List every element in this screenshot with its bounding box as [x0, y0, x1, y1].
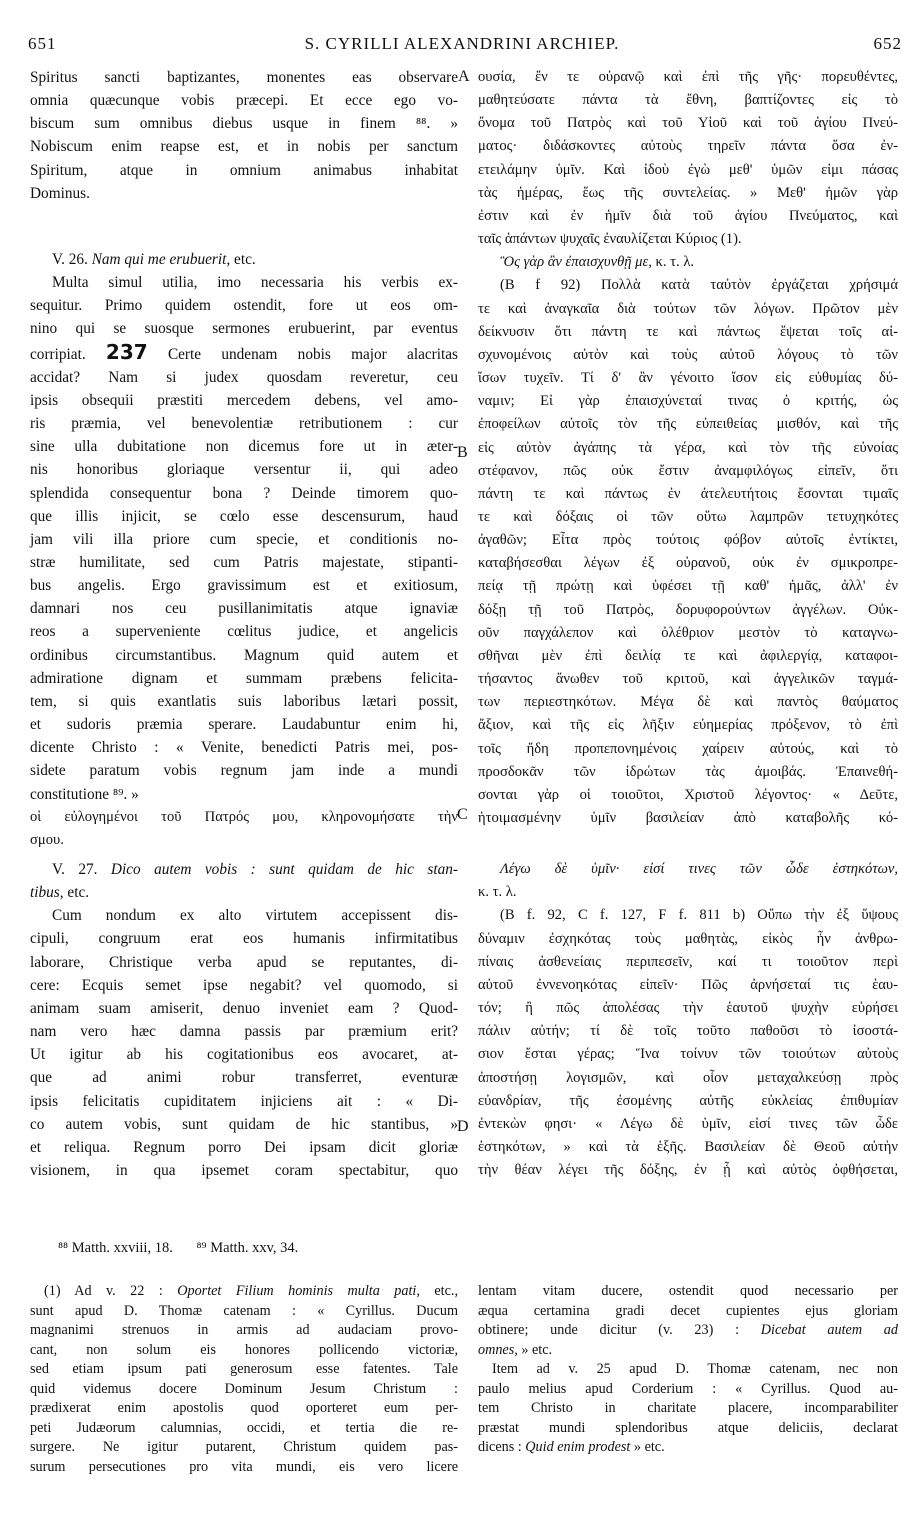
text-line: τὰς ἡμέρας, ἕως τῆς συντελείας. » Μεθ' ἡμῶν γὰρ: [478, 184, 898, 201]
text-line: ματος· διδάσκοντες αὐτοὺς τηρεῖν πάντα ὅσα ἐν-: [478, 138, 898, 155]
text-line: constitutione ⁸⁹. »: [30, 785, 139, 803]
text-line: biscum sum omnibus diebus usque in finem ⁸⁸. »: [30, 115, 458, 133]
text-line-greek: οἱ εὐλογημένοι τοῦ Πατρός μου, κληρονομήσατε τὴν: [30, 808, 458, 825]
note-line: (1) Ad v. 22 : Oportet Filium hominis multa pati, etc.,: [44, 1283, 458, 1299]
note-line: paulo melius apud Corderium : « Cyrillus. Quod au-: [478, 1380, 898, 1397]
running-title: S. CYRILLI ALEXANDRINI ARCHIEP.: [304, 34, 620, 53]
text-line: μαθητεύσατε πάντα τὰ ἔθνη, βαπτίζοντες εἰς τὸ: [478, 92, 898, 109]
margin-letter-b: B: [457, 444, 468, 461]
text-line: accidat? Nam si judex quosdam reveretur, ceu: [30, 368, 458, 386]
text-line: ἄξιον, καὶ τῆς εἰς λῆξιν εὐημερίας πρόξενον, τὸ ἐπὶ: [478, 717, 898, 734]
text-line: Ut igitur ab his cogitationibus eos avocaret, at-: [30, 1046, 458, 1064]
text-line: ναμιν; Εἰ γὰρ ἐπαισχύνεταί τινας ὁ κριτής, ὡς: [478, 393, 898, 410]
margin-letter-d: D: [457, 1118, 469, 1135]
text-line: τοῖς ἤδη προπεπονημένοις χαίρειν αὐτούς, καὶ τὸ: [478, 740, 898, 757]
verse-heading-26: V. 26. Nam qui me erubuerit, etc.: [52, 250, 256, 268]
text-line: corripiat. 237 Certe undenam nobis major alacritas: [30, 339, 458, 364]
editor-note-left: [30, 1282, 458, 1477]
note-line: dicens : Quid enim prodest » etc.: [478, 1439, 665, 1455]
text-line-greek: σμου.: [30, 831, 64, 848]
page-number-right: 652: [873, 34, 902, 53]
text-line: que illis injicit, se cœlo esse descensurum, haud: [30, 507, 458, 525]
text-line: ταῖς ἁπάντων ψυχαῖς ἐναυλίζεται Κύριος (1).: [478, 231, 742, 248]
text-line: omnia quæcunque vobis præcepi. Et ecce ego vo-: [30, 92, 458, 110]
text-line: πάλιν αὐτήν; τί δὲ τοῖς τοῦτο παθοῦσι τὸ ἰσοστά-: [478, 1023, 898, 1040]
text-line: δόξῃ τῇ τοῦ Πατρὸς, δορυφορούντων ἀγγέλων. Οὐκ-: [478, 601, 898, 618]
margin-letter-c: C: [457, 806, 468, 823]
text-line: jam vili illa priore cum specie, et conditionis no-: [30, 530, 458, 548]
text-line: τήσαντος ἄνωθεν τοῦ κριτοῦ, καὶ ἀγγελικῶν ταγμά-: [478, 671, 898, 688]
note-line: sunt apud D. Thomæ catenam : « Cyrillus. Ducum: [30, 1302, 458, 1319]
text-line: ipsis felicitatis cupiditatem injiciens ait : « Di-: [30, 1092, 458, 1110]
text-line: Spiritum, atque in omnium animabus inhabitat: [30, 161, 458, 179]
note-line: præstat mundi splendoribus atque deliciis, declarat: [478, 1419, 898, 1436]
text-line: ἑστηκότων, » καὶ τὰ ἑξῆς. Βασιλείαν δὲ Θεοῦ αὐτὴν: [478, 1139, 898, 1156]
text-line: τε καὶ δόξαις οἱ τῶν οὕτω λαμπρῶν τετυχηκότες: [478, 508, 898, 525]
text-line: σιον ἔσται γέρας; Ἵνα τοίνυν τῶν τοιούτων αὐτοὺς: [478, 1046, 898, 1063]
page-number-left: 651: [28, 34, 57, 53]
verse-heading-27-greek: Λέγω δὲ ὑμῖν· εἰσί τινες τῶν ὧδε ἑστηκότων,: [500, 861, 898, 878]
text-line: reos a superveniente cœlitus judice, et angelicis: [30, 623, 458, 641]
text-line: πείᾳ τῇ πρώτῃ καὶ ὑφέσει τῇ καθ' ἡμᾶς, ἀλλ' ἐν: [478, 578, 898, 595]
verse-heading-27: V. 27. Dico autem vobis : sunt quidam de hic stan-: [52, 861, 458, 878]
text-line: ἀποστήσῃ λογισμῶν, καὶ οἷον μεταχαλκεύσῃ πρὸς: [478, 1069, 898, 1086]
text-line: προσδοκᾶν τῶν ἱδρώτων τὰς ἀμοιβάς. Ἐπαινεθή-: [478, 763, 898, 780]
text-line: cipuli, congruum erat eos humanis infirmitatibus: [30, 930, 458, 948]
text-line: Nobiscum enim reapse est, et in nobis per sanctum: [30, 138, 458, 156]
text-line: αὐτοῦ ἐννενοηκότας εἰπεῖν· Πῶς ἀρνήσεταί τις ἑαυ-: [478, 976, 898, 993]
text-line: (B f 92) Πολλὰ κατὰ ταὐτὸν ἐργάζεται χρήσιμά: [500, 277, 898, 294]
note-line: surgere. Ne igitur putarent, Christum quidem pas-: [30, 1439, 458, 1455]
text-line: (B f. 92, C f. 127, F f. 811 b) Οὔπω τὴν ἐξ ὕψους: [500, 907, 898, 924]
text-line: et sudoris præmia sperare. Laudabuntur enim hi,: [30, 716, 458, 734]
text-line: ουσία, ἔν τε οὐρανῷ καὶ ἐπὶ τῆς γῆς· πορευθέντες,: [478, 69, 898, 85]
text-line: animam suam amiserit, denuo inveniet eam ? Quod-: [30, 999, 458, 1017]
text-line: ordinibus circumstantibus. Magnum quid autem et: [30, 646, 458, 664]
text-line: σθῆναι μὲν ἐπὶ δειλίᾳ τε καὶ ἀφιλεργίᾳ, καταφοι-: [478, 647, 898, 664]
note-line: æqua certamina gradi decet cupientes ejus gloriam: [478, 1302, 898, 1319]
text-line: co autem vobis, sunt quidam de hic stantibus, »: [30, 1115, 458, 1133]
text-line: ὄνομα τοῦ Πατρὸς καὶ τοῦ Υἱοῦ καὶ τοῦ ἁγίου Πνεύ-: [478, 115, 898, 132]
text-line: splendida consequentur bona ? Deinde timorem quo-: [30, 484, 458, 502]
note-line: peti Judæorum calumnias, occidi, et tertia die re-: [30, 1419, 458, 1436]
note-line: magnanimi strenuos in armis ad audaciam provo-: [30, 1322, 458, 1338]
text-line: στέφανον, πῶς οὐκ ἔστιν ἀναμφιλόγως εἰπεῖν, ὅτι: [478, 462, 898, 479]
text-line: et reliqua. Regnum porro Dei ipsam dicit gloriæ: [30, 1138, 458, 1156]
note-line: Item ad v. 25 apud D. Thomæ catenam, nec non: [492, 1361, 898, 1377]
column-number-237: 237: [105, 339, 148, 364]
note-line: obtinere; unde dicitur (v. 23) : Dicebat autem ad: [478, 1322, 898, 1338]
note-line: tem Christo in charitate placere, incomparabiliter: [478, 1400, 898, 1416]
text-line: Dominus.: [30, 184, 90, 202]
text-line: ἴσων τυχεῖν. Τί δ' ἂν γένοιτο ἴσον εἰς εὐθυμίας δύ-: [478, 370, 898, 387]
verse-heading-27-cont: tibus, etc.: [30, 884, 90, 902]
text-line: ipsis obsequii præstiti mercedem debens, vel amo-: [30, 391, 458, 409]
text-line: dicente Christo : « Venite, benedicti Patris mei, pos-: [30, 739, 458, 757]
text-line: nam vero hæc damna passis par præmium erit?: [30, 1023, 458, 1041]
note-line: cant, non solum eis honores pollicendo victoriæ,: [30, 1341, 458, 1358]
text-line: nino qui se suosque sermones erubuerint, par eventus: [30, 320, 458, 338]
text-line: εἰς αὐτὸν ἀγάπης τὰ γέρα, καὶ τὸν τῆς εὐνοίας: [478, 439, 898, 456]
verse-heading-26-greek: Ὃς γὰρ ἂν ἐπαισχυνθῇ με, κ. τ. λ.: [500, 254, 695, 271]
note-line: quid videmus docere Dominum Jesum Christum :: [30, 1380, 458, 1397]
note-line: surum persecutiones pro vita mundi, eis vero licere: [30, 1458, 458, 1475]
text-line: εὐανδρίαν, τῆς ἐσομένης αὐτῆς εὐκλείας ἐπιθυμίαν: [478, 1092, 898, 1109]
text-line: tem, si quis exantlatis suis laboribus lætari possit,: [30, 692, 458, 710]
editor-note-right: [478, 1282, 898, 1458]
text-line: Multa simul utilia, imo necessaria his verbis ex-: [52, 274, 458, 292]
text-line: τε καὶ ἀναγκαῖα διὰ τούτων τῶν λόγων. Πρῶτον μὲν: [478, 300, 898, 317]
text-line: sine ulla dubitatione non dicemus fore ut in æter-: [30, 438, 458, 456]
text-line: πίναις ἀσθενείαις περιπεσεῖν, καί τι τοιοῦτον περὶ: [478, 953, 898, 970]
text-line: σχυνομένοις αὐτὸν καὶ τοὺς αὐτοῦ λόγους τὸ τῶν: [478, 346, 898, 363]
text-line: τόν; ἢ πῶς ἀπολέσας τὴν ἑαυτοῦ ψυχὴν εὑρήσει: [478, 1000, 898, 1017]
text-line: δείκνυσιν ὅτι πάντη τε καὶ πάντως ἕψεται τοῖς αἰ-: [478, 323, 898, 340]
text-line: sequitur. Primo quidem ostendit, fore ut eos om-: [30, 297, 458, 315]
note-line: lentam vitam ducere, ostendit quod necessario per: [478, 1283, 898, 1299]
text-line: bus angelis. Ergo gravissimum est et exitiosum,: [30, 577, 458, 595]
text-line: των περιεστηκότων. Μέγα δὲ καὶ παντὸς θαύματος: [478, 694, 898, 711]
text-line: laborare, Christique verba apud se reputantes, di-: [30, 953, 458, 971]
text-line: τὴν θέαν λέγει τῆς δόξης, ἐν ᾗ καὶ αὐτὸς ὀφθήσεται,: [478, 1162, 898, 1179]
text-line: σονται γὰρ οἱ τοιοῦτοι, Χριστοῦ λέγοντος· « Δεῦτε,: [478, 786, 898, 803]
text-line: ετειλάμην ὑμῖν. Καὶ ἰδοὺ ἐγὼ μεθ' ὑμῶν εἰμι πάσας: [478, 161, 898, 178]
text-line: sidete paratum vobis regnum jam inde a mundi: [30, 762, 458, 780]
text-line: stræ humilitate, sed cum Patris majestate, stipanti-: [30, 553, 458, 571]
text-line: Cum nondum ex alto virtutem accepissent dis-: [52, 907, 458, 925]
text-line: πάντη τε καὶ πάντως ἐν ἀτελευτήτοις ἔσονται τιμαῖς: [478, 485, 898, 502]
right-column-greek: [478, 66, 898, 1182]
text-line: ἐντεκὼν φησι· « Λέγω δὲ ὑμῖν, εἰσί τινες τῶν ὧδε: [478, 1115, 898, 1132]
text-line: que ad animi robur transferret, eventuræ: [30, 1069, 458, 1087]
text-line: ἐστιν καὶ ἐν ἡμῖν διὰ τοῦ ἁγίου Πνεύματος, καὶ: [478, 207, 898, 224]
text-line: visionem, in qua ipsemet coram spectabitur, quo: [30, 1162, 458, 1180]
footnote-89: ⁸⁹ Matth. xxv, 34.: [196, 1240, 299, 1256]
verse-heading-27-greek-cont: κ. τ. λ.: [478, 884, 517, 901]
text-line: ἡτοιμασμένην ὑμῖν βασιλείαν ἀπὸ καταβολῆς κό-: [478, 810, 898, 826]
note-line: prædixerat enim apostolis quod oporteret eum per-: [30, 1400, 458, 1416]
text-line: δύναμιν ἐσχηκότας τοὺς μαθητὰς, εἰκὸς ἦν ἀνθρω-: [478, 930, 898, 947]
text-line: cere: Ecquis semet ipse negabit? vel quomodo, si: [30, 976, 458, 994]
text-line: admiratione dignam et summam præbens felicita-: [30, 669, 458, 687]
text-line: οῦν παγχάλεπον καὶ ὀλέθριον μεστὸν τὸ καταγνω-: [478, 624, 898, 641]
text-line: ἀγαθῶν; Εἶτα πρὸς τούτοις φόβον αὐτοῖς ἐντίκτει,: [478, 532, 898, 549]
text-line: ἐποφείλων αὐτοῖς τὸν τῆς εὐπειθείας μισθόν, καὶ τῆς: [478, 416, 898, 433]
page-header: [22, 34, 902, 64]
margin-letter-a: A: [458, 68, 470, 85]
note-line: sed etiam ipsum pati generosum esse fatentes. Tale: [30, 1361, 458, 1377]
text-line: καταβήσεσθαι λέγων ἐξ οὐρανοῦ, οὐκ ἐν σμικροπρε-: [478, 555, 898, 572]
left-column-latin: [30, 66, 458, 1182]
text-line: nis honoribus gloriaque versentur ii, qui adeo: [30, 461, 458, 479]
text-line: Spiritus sancti baptizantes, monentes eas observare: [30, 69, 458, 86]
text-line: damnari nos ceu pusillanimitatis atque ignaviæ: [30, 600, 458, 618]
footnote-88: ⁸⁸ Matth. xxviii, 18.: [58, 1240, 173, 1256]
footnote-references: [58, 1240, 318, 1257]
text-line: ris præmia, vel benevolentiæ retributionem : cur: [30, 415, 458, 433]
note-line: omnes, » etc.: [478, 1341, 553, 1358]
